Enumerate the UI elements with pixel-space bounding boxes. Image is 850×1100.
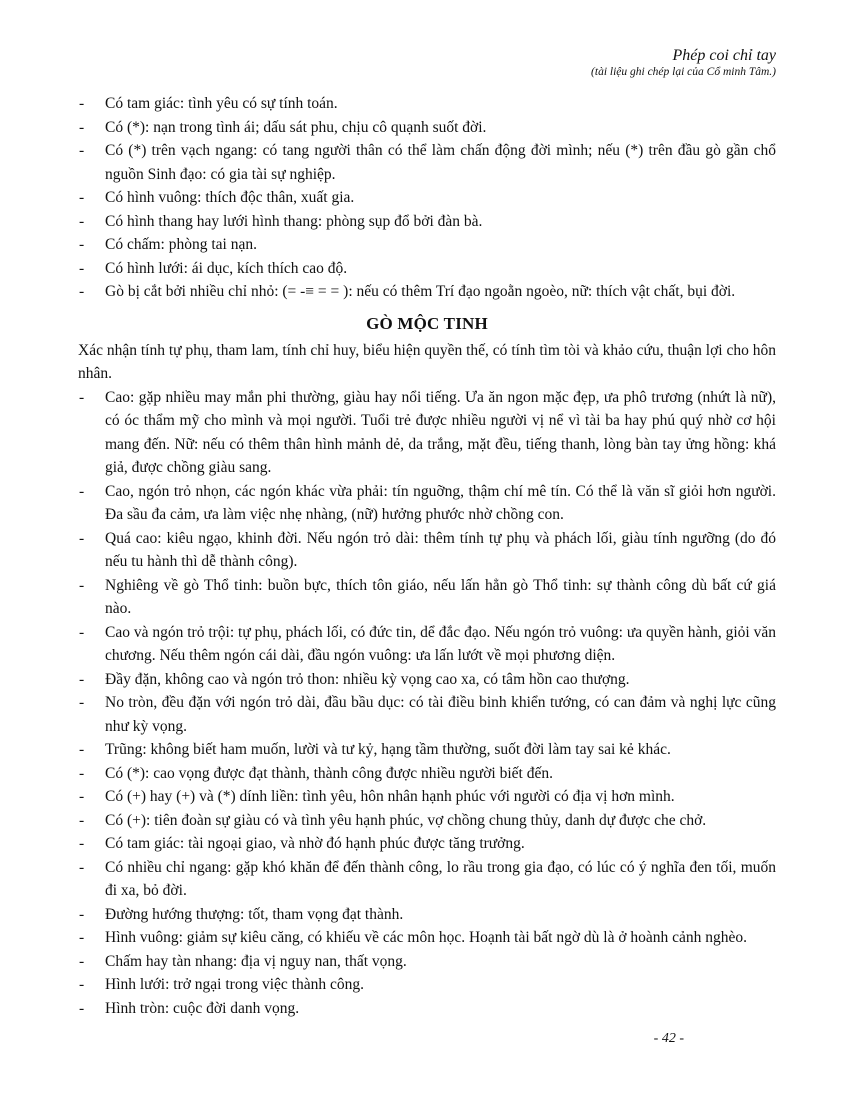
list-item-text: Có nhiều chỉ ngang: gặp khó khăn để đến thành công, lo rầu trong gia đạo, có lúc có ý nghĩa đen tối, muốn đi xa, bỏ đời. — [105, 858, 776, 899]
list-item — [78, 621, 776, 668]
list-item — [78, 997, 776, 1021]
dash-bullet: - — [79, 741, 85, 758]
list-item-text: Có tam giác: tài ngoại giao, và nhờ đó hạnh phúc được tăng trưởng. — [105, 835, 525, 852]
list-item — [78, 903, 776, 927]
list-item — [78, 280, 776, 304]
dash-bullet: - — [79, 999, 85, 1017]
section-intro: Xác nhận tính tự phụ, tham lam, tính chỉ huy, biểu hiện quyền thế, có tính tìm tòi và khảo cứu, thuận lợi cho hôn nhân. — [78, 341, 776, 382]
dash-bullet: - — [79, 694, 85, 711]
list-item — [78, 116, 776, 140]
list-item — [78, 738, 776, 762]
dash-bullet: - — [79, 142, 85, 159]
list-item-text: No tròn, đều đặn với ngón trỏ dài, đầu bầu dục: có tài điều binh khiển tướng, có can đảm và nghị lực cũng như kỳ vọng. — [105, 694, 776, 735]
dash-bullet: - — [79, 212, 85, 230]
list-item — [78, 832, 776, 856]
dash-bullet: - — [79, 236, 85, 253]
dash-bullet: - — [79, 576, 85, 594]
list-item-text: Có (+) hay (+) và (*) dính liền: tình yêu, hôn nhân hạnh phúc với người có địa vị hơn mình. — [105, 788, 675, 805]
list-item — [78, 668, 776, 692]
dash-bullet: - — [79, 482, 85, 500]
dash-bullet: - — [79, 118, 85, 136]
traits-list-top — [78, 92, 776, 304]
list-item — [78, 92, 776, 116]
list-item — [78, 762, 776, 786]
list-item — [78, 785, 776, 809]
dash-bullet: - — [79, 858, 85, 876]
dash-bullet: - — [79, 623, 85, 641]
list-item-text: Cao: gặp nhiều may mắn phi thường, giàu hay nổi tiếng. Ưa ăn ngon mặc đẹp, ưa phô trương (nhứt là nữ), có óc thẩm mỹ cho mình và mọi người. Tuổi trẻ được nhiều người vị nể vì tài ba hay phú quý nhờ cơ hội mang đến. Nữ: nếu có thêm thân hình mảnh dẻ, da trắng, mặt đều, tiếng thanh, lòng bàn tay ửng hồng: khá giả, được chồng giàu sang. — [105, 388, 776, 476]
list-item-text: Có (+): tiên đoàn sự giàu có và tình yêu hạnh phúc, vợ chồng chung thủy, danh dự được che chở. — [105, 811, 707, 829]
dash-bullet: - — [79, 95, 85, 112]
dash-bullet: - — [79, 259, 85, 277]
document-subtitle: (tài liệu ghi chép lại của Cổ minh Tâm.) — [591, 66, 776, 78]
list-item-text: Có (*): cao vọng được đạt thành, thành công được nhiều người biết đến. — [105, 764, 553, 782]
list-item-text: Có chấm: phòng tai nạn. — [105, 236, 257, 253]
dash-bullet: - — [79, 764, 85, 782]
list-item-text: Có (*): nạn trong tình ái; dấu sát phu, chịu cô quạnh suốt đời. — [105, 118, 487, 136]
list-item-text: Cao và ngón trỏ trội: tự phụ, phách lối, có đức tin, dể đắc đạo. Nếu ngón trỏ vuông: ưa quyền hành, giỏi văn chương. Nếu thêm ngón cái dài, đầu ngón vuông: ưa lấn lướt về mọi phương diện. — [105, 623, 776, 664]
list-item — [78, 527, 776, 574]
list-item-text: Nghiêng về gò Thổ tinh: buồn bực, thích tôn giáo, nếu lấn hẳn gò Thổ tinh: sự thành công dù bất cứ giá nào. — [105, 576, 776, 617]
dash-bullet: - — [79, 835, 85, 852]
list-item — [78, 480, 776, 527]
list-item-text: Hình tròn: cuộc đời danh vọng. — [105, 999, 300, 1017]
dash-bullet: - — [79, 952, 85, 970]
dash-bullet: - — [79, 811, 85, 829]
page-number: - 42 - — [653, 1031, 684, 1046]
list-item — [78, 257, 776, 281]
dash-bullet: - — [79, 788, 85, 805]
dash-bullet: - — [79, 529, 85, 547]
list-item — [78, 386, 776, 480]
list-item-text: Có hình lưới: ái dục, kích thích cao độ. — [105, 259, 348, 277]
list-item — [78, 186, 776, 210]
list-item — [78, 809, 776, 833]
list-item — [78, 691, 776, 738]
list-item-text: Cao, ngón trỏ nhọn, các ngón khác vừa phải: tín nguỡng, thậm chí mê tín. Có thể là văn sĩ giỏi hơn người. Đa sầu đa cảm, ưa làm việc nhẹ nhàng, (nữ) hưởng phước nhờ chồng con. — [105, 482, 776, 523]
list-item-text: Trũng: không biết ham muốn, lười và tư kỷ, hạng tầm thường, suốt đời làm tay sai kẻ khác. — [105, 741, 671, 758]
list-item-text: Chấm hay tàn nhang: địa vị nguy nan, thất vọng. — [105, 952, 407, 970]
section-heading: GÒ MỘC TINH — [366, 313, 488, 333]
traits-list-go-moc-tinh — [78, 386, 776, 1021]
list-item-text: Quá cao: kiêu ngạo, khinh đời. Nếu ngón trỏ dài: thêm tính tự phụ và phách lối, giàu tính ngưỡng (do đó nếu tu hành thì dễ thành công). — [105, 529, 776, 570]
list-item-text: Hình vuông: giảm sự kiêu căng, có khiếu về các môn học. Hoạnh tài bất ngờ dù là ở hoành cảnh nghèo. — [105, 929, 748, 946]
list-item — [78, 950, 776, 974]
list-item-text: Có hình thang hay lưới hình thang: phòng sụp đổ bởi đàn bà. — [105, 212, 483, 230]
list-item-text: Có hình vuông: thích độc thân, xuất gia. — [105, 189, 355, 206]
list-item — [78, 574, 776, 621]
list-item — [78, 233, 776, 257]
list-item-text: Có tam giác: tình yêu có sự tính toán. — [105, 95, 338, 112]
list-item — [78, 973, 776, 997]
list-item-text: Đường hướng thượng: tốt, tham vọng đạt thành. — [105, 905, 404, 923]
list-item — [78, 139, 776, 186]
dash-bullet: - — [79, 905, 85, 923]
dash-bullet: - — [79, 929, 85, 946]
dash-bullet: - — [79, 189, 85, 206]
dash-bullet: - — [79, 283, 85, 300]
dash-bullet: - — [79, 976, 85, 993]
list-item-text: Hình lưới: trở ngại trong việc thành công. — [105, 976, 364, 993]
list-item-text: Đầy đặn, không cao và ngón trỏ thon: nhiều kỳ vọng cao xa, có tâm hồn cao thượng. — [105, 670, 630, 688]
list-item-text: Gò bị cắt bởi nhiều chỉ nhỏ: (= -≡ = = ): nếu có thêm Trí đạo ngoằn ngoèo, nữ: thích vật chất, bụi đời. — [105, 283, 736, 300]
list-item-text: Có (*) trên vạch ngang: có tang người thân có thể làm chấn động đời mình; nếu (*) trên đầu gò gần chổ nguồn Sinh đạo: có gia tài sự nghiệp. — [105, 142, 776, 183]
document-title: Phép coi chỉ tay — [672, 47, 776, 64]
list-item — [78, 210, 776, 234]
dash-bullet: - — [79, 670, 85, 688]
list-item — [78, 856, 776, 903]
list-item — [78, 926, 776, 950]
dash-bullet: - — [79, 388, 85, 406]
page-header — [78, 46, 776, 80]
